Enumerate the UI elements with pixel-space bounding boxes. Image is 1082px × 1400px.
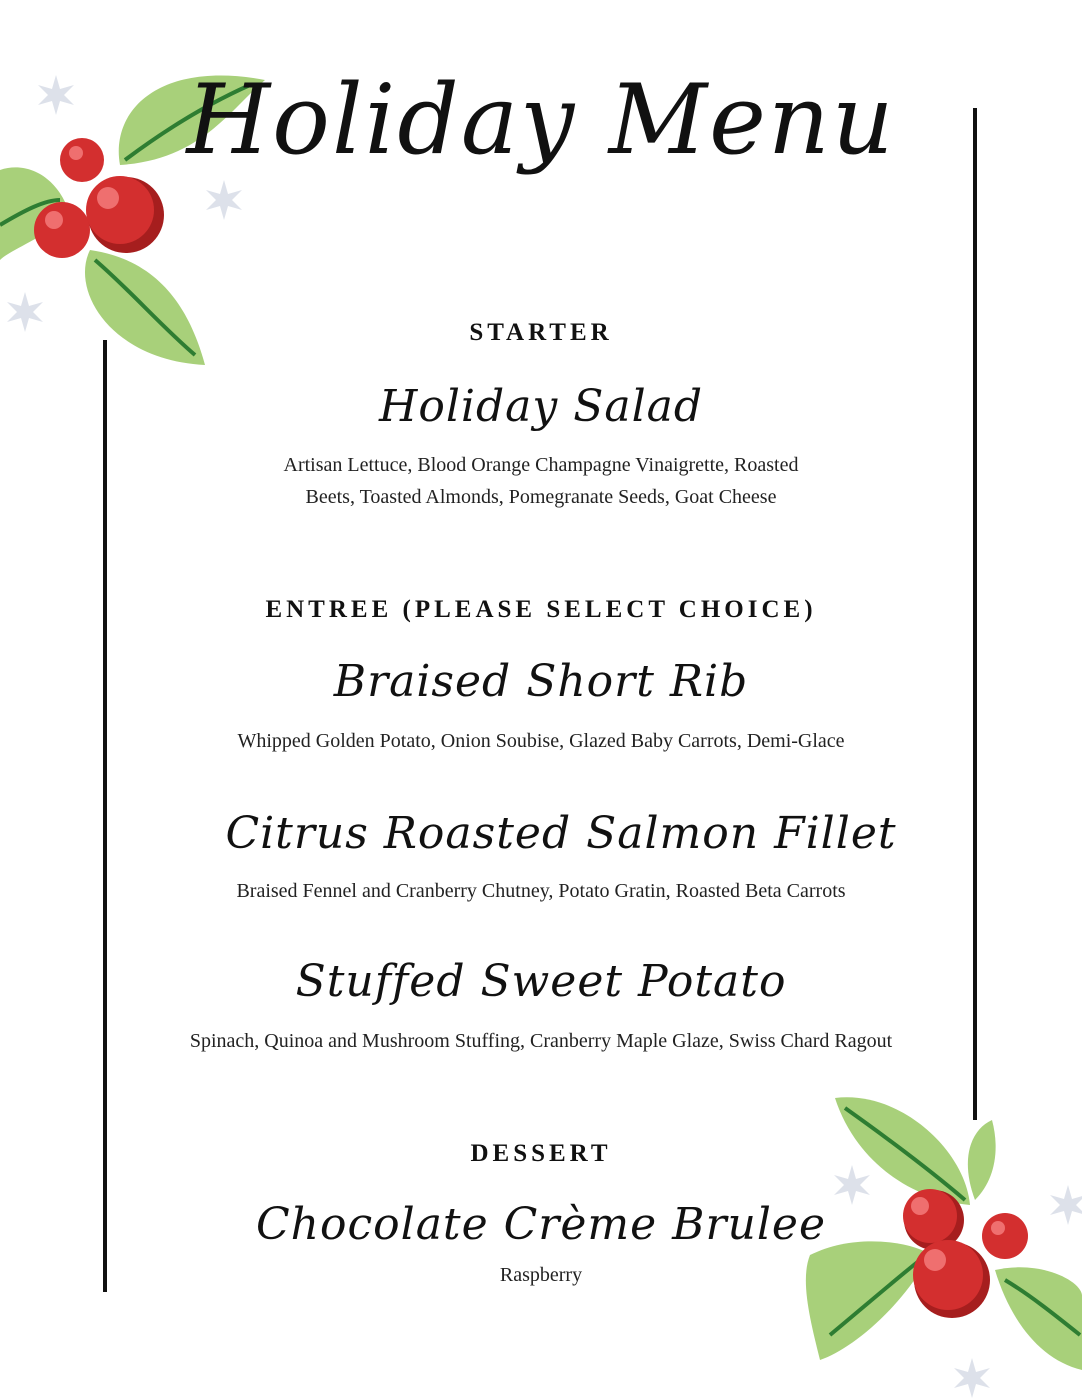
- section-heading-entree: ENTREE (PLEASE SELECT CHOICE): [265, 596, 817, 623]
- section-heading-starter: STARTER: [469, 319, 613, 346]
- dish-description-citrus-salmon: Braised Fennel and Cranberry Chutney, Potato Gratin, Roasted Beta Carrots: [236, 880, 846, 902]
- dish-name-holiday-salad: Holiday Salad: [378, 381, 704, 432]
- section-heading-dessert: DESSERT: [470, 1140, 612, 1167]
- dish-name-stuffed-sweet-potato: Stuffed Sweet Potato: [295, 956, 787, 1007]
- dish-description-braised-short-rib: Whipped Golden Potato, Onion Soubise, Glazed Baby Carrots, Demi-Glace: [237, 730, 845, 752]
- dish-name-citrus-salmon: Citrus Roasted Salmon Fillet: [225, 808, 897, 859]
- dish-description-stuffed-sweet-potato: Spinach, Quinoa and Mushroom Stuffing, Cranberry Maple Glaze, Swiss Chard Ragout: [189, 1030, 893, 1052]
- dish-description-holiday-salad-line2: Beets, Toasted Almonds, Pomegranate Seeds, Goat Cheese: [305, 486, 777, 508]
- dish-name-chocolate-creme-brulee: Chocolate Crème Brulee: [256, 1199, 826, 1250]
- menu-title: Holiday Menu: [186, 64, 896, 176]
- dish-description-chocolate-creme-brulee: Raspberry: [499, 1264, 583, 1286]
- dish-name-braised-short-rib: Braised Short Rib: [333, 656, 749, 707]
- dish-description-holiday-salad-line1: Artisan Lettuce, Blood Orange Champagne Vinaigrette, Roasted: [283, 454, 799, 476]
